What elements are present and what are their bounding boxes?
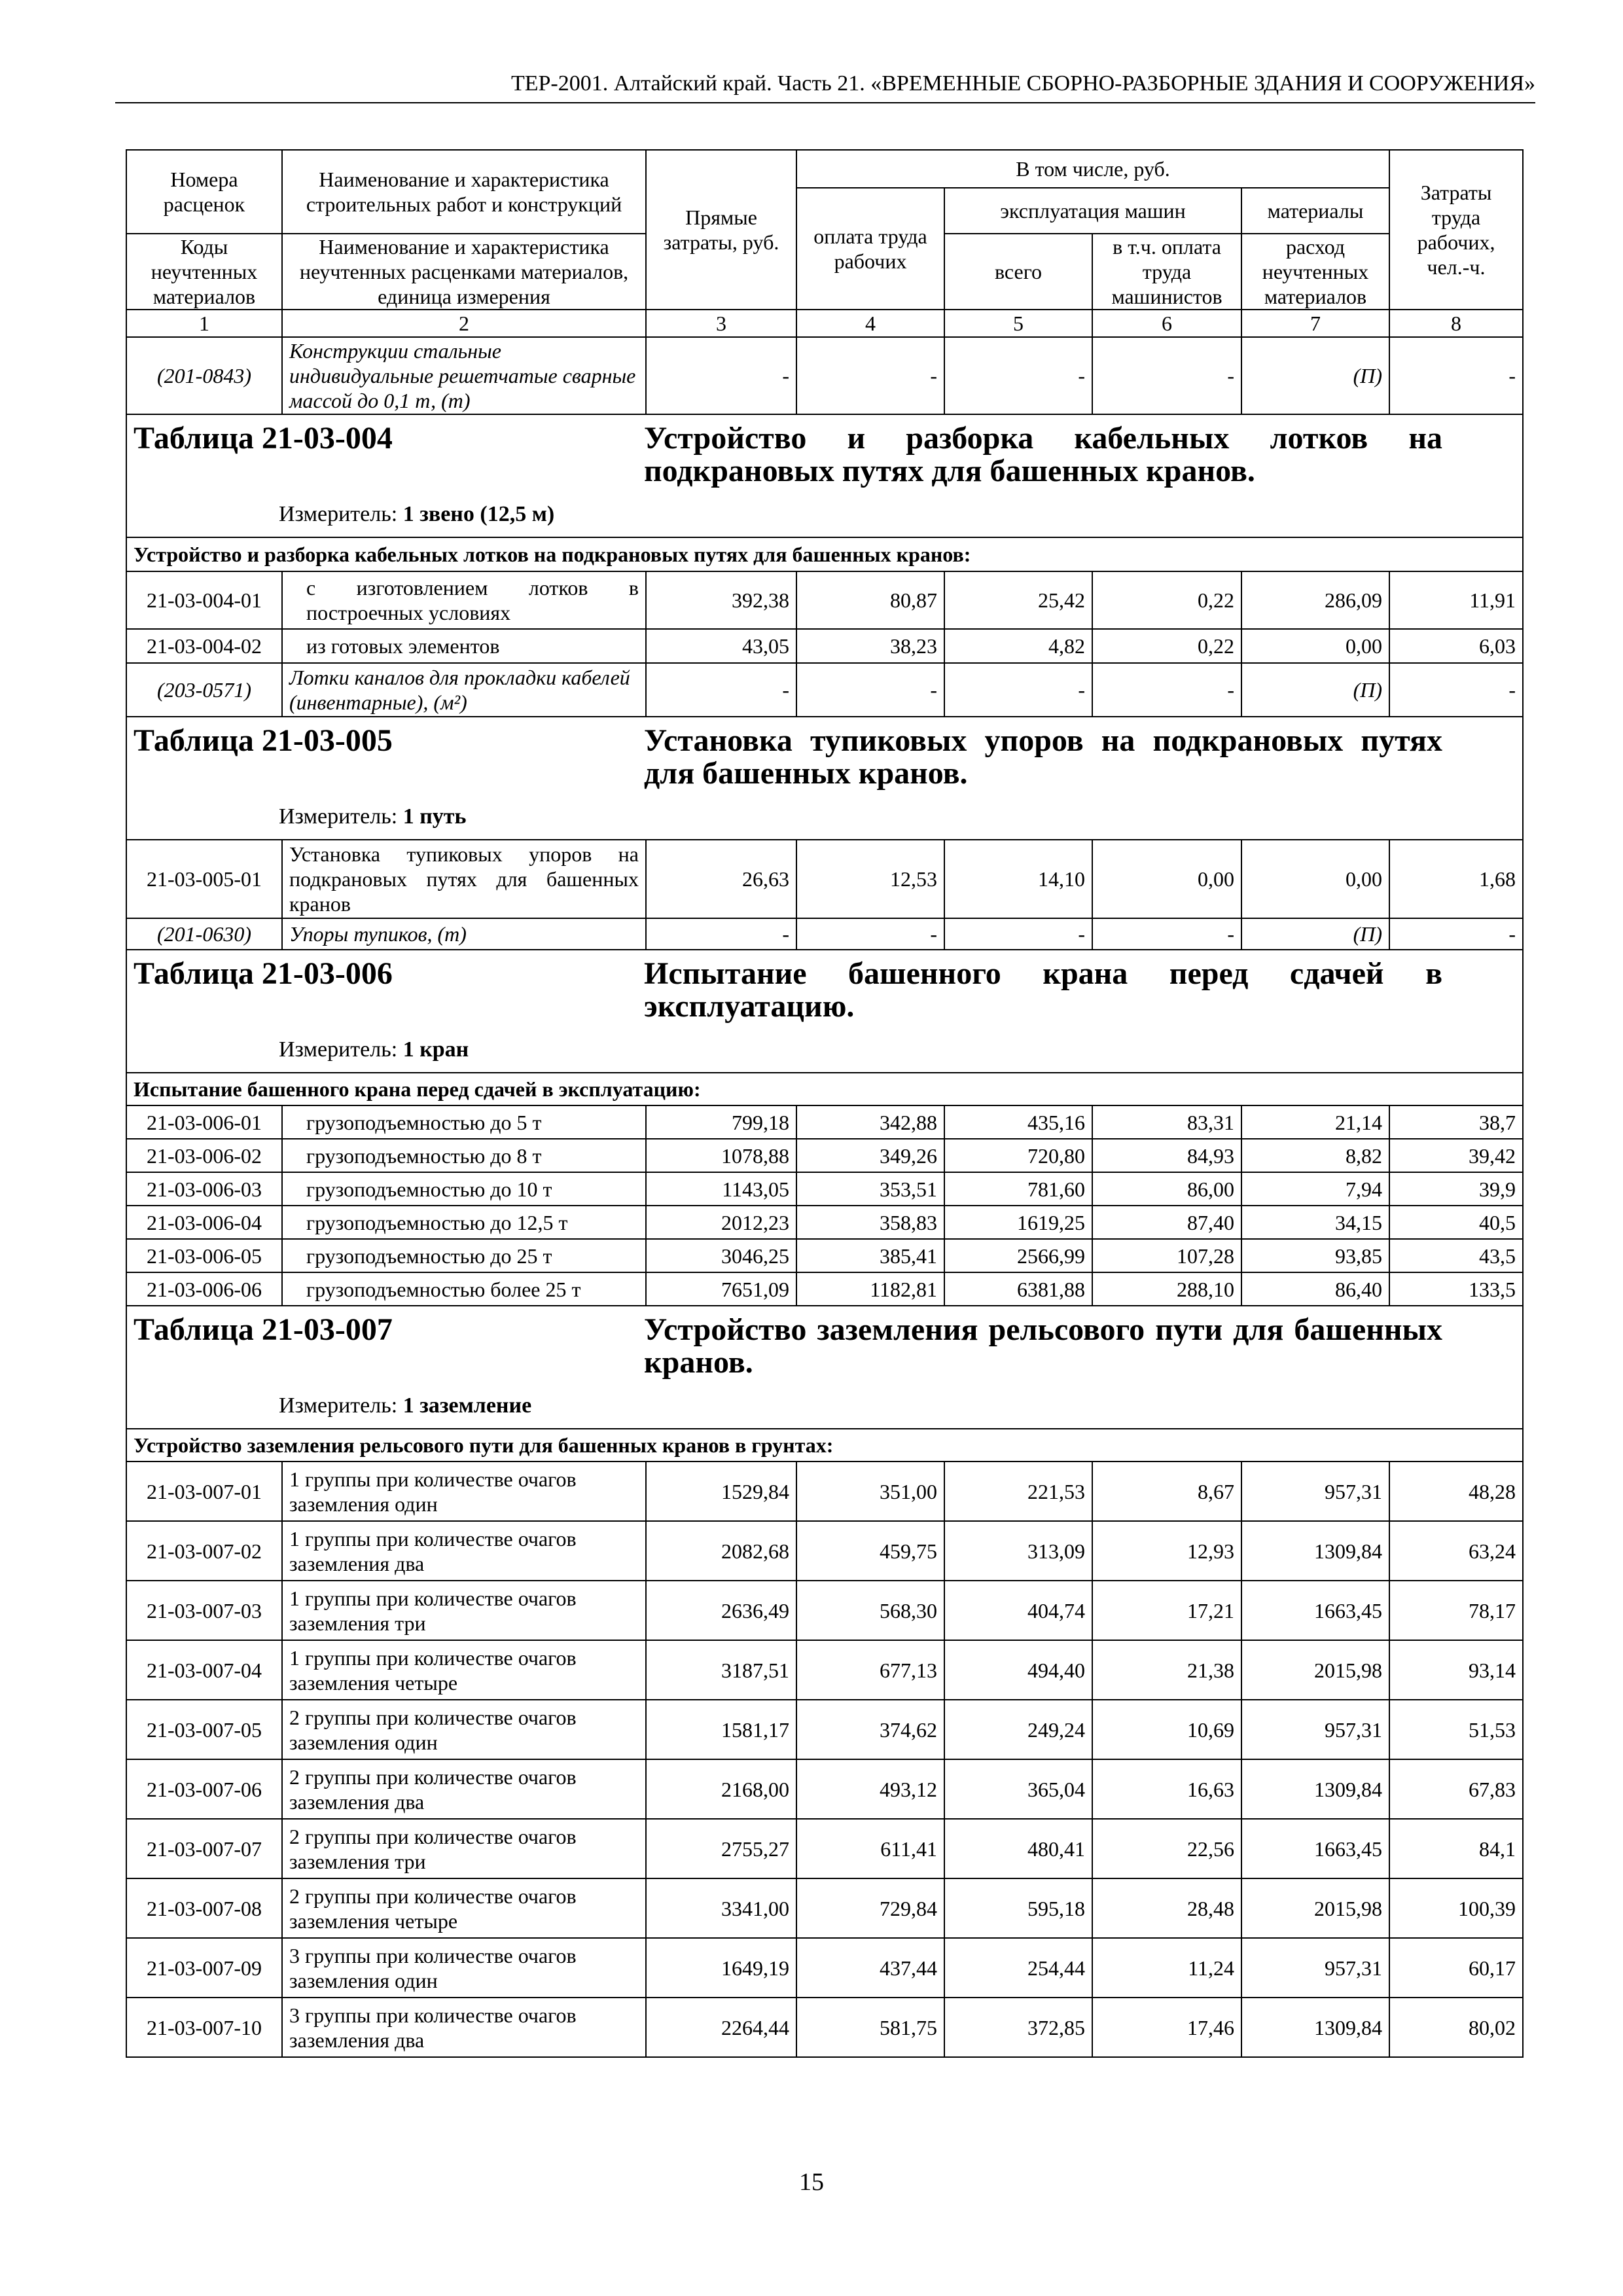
value-operators: - xyxy=(1092,663,1241,717)
table-006-title: Испытание башенного крана перед сдачей в эксплуатацию. xyxy=(644,956,1442,1024)
measure-value: 1 звено (12,5 м) xyxy=(402,502,555,526)
value-direct: 1649,19 xyxy=(646,1938,796,1998)
table-004-label: Таблица 21-03-004 xyxy=(134,421,393,456)
rate-name: 3 группы при количестве очагов заземления два xyxy=(282,1998,646,2057)
table-007-title: Устройство заземления рельсового пути для башенных кранов. xyxy=(644,1312,1442,1380)
rate-code: 21-03-007-01 xyxy=(126,1462,282,1521)
value-operators: 11,24 xyxy=(1092,1938,1241,1998)
rate-name: грузоподъемностью до 8 т xyxy=(282,1139,646,1172)
rate-code: 21-03-007-05 xyxy=(126,1700,282,1759)
value-direct: 2082,68 xyxy=(646,1521,796,1581)
value-machines: 1619,25 xyxy=(944,1206,1092,1239)
rate-name: из готовых элементов xyxy=(282,629,646,663)
rate-code: 21-03-007-04 xyxy=(126,1640,282,1700)
price-table xyxy=(126,149,1524,2058)
value-materials: 957,31 xyxy=(1241,1462,1389,1521)
table-row xyxy=(126,1819,1523,1878)
value-direct: 2012,23 xyxy=(646,1206,796,1239)
rate-code: 21-03-006-06 xyxy=(126,1272,282,1306)
rate-name: 2 группы при количестве очагов заземления два xyxy=(282,1759,646,1819)
measure-value: 1 заземление xyxy=(402,1393,532,1418)
value-materials: 8,82 xyxy=(1241,1139,1389,1172)
measure-label: Измеритель: xyxy=(279,804,398,829)
material-name: Конструкции стальные индивидуальные решетчатые сварные массой до 0,1 т, (т) xyxy=(282,337,646,414)
value-labor-hours: - xyxy=(1389,918,1523,950)
value-machines: - xyxy=(944,918,1092,950)
head-col5: всего xyxy=(944,234,1092,310)
section-row xyxy=(126,537,1523,571)
table-head-row xyxy=(126,150,1523,188)
table-006-section: Испытание башенного крана перед сдачей в эксплуатацию: xyxy=(126,1073,1523,1105)
value-direct: 1581,17 xyxy=(646,1700,796,1759)
measure-label: Измеритель: xyxy=(279,502,398,526)
value-materials: 1309,84 xyxy=(1241,1998,1389,2057)
value-labor: - xyxy=(796,663,944,717)
table-007-label: Таблица 21-03-007 xyxy=(134,1312,393,1347)
table-004-section: Устройство и разборка кабельных лотков на подкрановых путях для башенных кранов: xyxy=(126,537,1523,571)
rate-name: с изготовлением лотков в построечных условиях xyxy=(282,571,646,629)
value-operators: 83,31 xyxy=(1092,1105,1241,1139)
value-operators: - xyxy=(1092,337,1241,414)
value-machines: 720,80 xyxy=(944,1139,1092,1172)
table-005-measure xyxy=(279,803,1516,832)
value-labor: 351,00 xyxy=(796,1462,944,1521)
table-row xyxy=(126,1640,1523,1700)
head-col1-bottom: Коды неучтенных материалов xyxy=(126,234,282,310)
col-number: 5 xyxy=(944,310,1092,337)
head-col7: расход неучтенных материалов xyxy=(1241,234,1389,310)
material-code: (201-0843) xyxy=(126,337,282,414)
value-direct: - xyxy=(646,918,796,950)
value-labor-hours: 1,68 xyxy=(1389,840,1523,918)
head-col4: оплата труда рабочих xyxy=(796,188,944,310)
value-labor: 38,23 xyxy=(796,629,944,663)
value-machines: 6381,88 xyxy=(944,1272,1092,1306)
value-materials: 2015,98 xyxy=(1241,1878,1389,1938)
table-row xyxy=(126,1700,1523,1759)
rate-name: 2 группы при количестве очагов заземления три xyxy=(282,1819,646,1878)
value-materials: 286,09 xyxy=(1241,571,1389,629)
value-operators: 8,67 xyxy=(1092,1462,1241,1521)
col-number: 2 xyxy=(282,310,646,337)
col-number: 3 xyxy=(646,310,796,337)
table-row xyxy=(126,1998,1523,2057)
value-machines: 254,44 xyxy=(944,1938,1092,1998)
value-direct: 799,18 xyxy=(646,1105,796,1139)
value-labor-hours: 51,53 xyxy=(1389,1700,1523,1759)
rate-name: 1 группы при количестве очагов заземления четыре xyxy=(282,1640,646,1700)
value-labor: 729,84 xyxy=(796,1878,944,1938)
value-labor: 677,13 xyxy=(796,1640,944,1700)
header-rule xyxy=(115,102,1535,103)
rate-code: 21-03-007-02 xyxy=(126,1521,282,1581)
head-including: В том числе, руб. xyxy=(796,150,1389,188)
value-materials: 957,31 xyxy=(1241,1700,1389,1759)
table-007-title-row xyxy=(126,1306,1523,1429)
value-operators: 107,28 xyxy=(1092,1239,1241,1272)
value-materials: 7,94 xyxy=(1241,1172,1389,1206)
value-operators: 288,10 xyxy=(1092,1272,1241,1306)
table-004-title-cell xyxy=(126,414,1523,537)
col-number: 6 xyxy=(1092,310,1241,337)
value-operators: 22,56 xyxy=(1092,1819,1241,1878)
value-machines: 14,10 xyxy=(944,840,1092,918)
value-labor-hours: 133,5 xyxy=(1389,1272,1523,1306)
value-operators: 28,48 xyxy=(1092,1878,1241,1938)
page-number: 15 xyxy=(799,2168,824,2196)
rate-code: 21-03-006-02 xyxy=(126,1139,282,1172)
value-direct: 392,38 xyxy=(646,571,796,629)
value-direct: 1143,05 xyxy=(646,1172,796,1206)
section-row xyxy=(126,1429,1523,1462)
value-direct: - xyxy=(646,337,796,414)
value-machines: - xyxy=(944,663,1092,717)
value-materials: 21,14 xyxy=(1241,1105,1389,1139)
value-materials: (П) xyxy=(1241,918,1389,950)
head-col1-top: Номера расценок xyxy=(126,150,282,234)
value-direct: 2264,44 xyxy=(646,1998,796,2057)
value-labor: 493,12 xyxy=(796,1759,944,1819)
value-labor-hours: 100,39 xyxy=(1389,1878,1523,1938)
value-labor: 581,75 xyxy=(796,1998,944,2057)
rate-code: 21-03-007-09 xyxy=(126,1938,282,1998)
value-machines: 221,53 xyxy=(944,1462,1092,1521)
table-006-measure xyxy=(279,1036,1516,1065)
head-col3: Прямые затраты, руб. xyxy=(646,150,796,310)
table-004-title-row xyxy=(126,414,1523,537)
rate-name: 1 группы при количестве очагов заземления один xyxy=(282,1462,646,1521)
measure-label: Измеритель: xyxy=(279,1393,398,1418)
measure-value: 1 путь xyxy=(402,804,467,829)
value-labor: 1182,81 xyxy=(796,1272,944,1306)
table-row xyxy=(126,1938,1523,1998)
value-operators: 16,63 xyxy=(1092,1759,1241,1819)
rate-code: 21-03-007-07 xyxy=(126,1819,282,1878)
value-labor: 349,26 xyxy=(796,1139,944,1172)
measure-value: 1 кран xyxy=(402,1037,469,1062)
rate-name: 2 группы при количестве очагов заземления один xyxy=(282,1700,646,1759)
head-machines: эксплуатация машин xyxy=(944,188,1241,234)
col-number: 8 xyxy=(1389,310,1523,337)
column-numbers-row xyxy=(126,310,1523,337)
value-labor-hours: 78,17 xyxy=(1389,1581,1523,1640)
value-labor-hours: 38,7 xyxy=(1389,1105,1523,1139)
value-labor-hours: 11,91 xyxy=(1389,571,1523,629)
value-labor-hours: 67,83 xyxy=(1389,1759,1523,1819)
value-materials: 0,00 xyxy=(1241,629,1389,663)
material-code: (201-0630) xyxy=(126,918,282,950)
table-007-section: Устройство заземления рельсового пути для башенных кранов в грунтах: xyxy=(126,1429,1523,1462)
rate-code: 21-03-007-03 xyxy=(126,1581,282,1640)
value-direct: 7651,09 xyxy=(646,1272,796,1306)
table-row xyxy=(126,1206,1523,1239)
table-006-title-row xyxy=(126,950,1523,1073)
rate-name: 1 группы при количестве очагов заземления три xyxy=(282,1581,646,1640)
head-col6: в т.ч. оплата труда машинистов xyxy=(1092,234,1241,310)
table-row xyxy=(126,1521,1523,1581)
value-materials: 0,00 xyxy=(1241,840,1389,918)
value-machines: 435,16 xyxy=(944,1105,1092,1139)
head-materials: материалы xyxy=(1241,188,1389,234)
value-operators: 12,93 xyxy=(1092,1521,1241,1581)
table-row xyxy=(126,1462,1523,1521)
value-labor-hours: - xyxy=(1389,663,1523,717)
value-machines: 404,74 xyxy=(944,1581,1092,1640)
value-materials: 34,15 xyxy=(1241,1206,1389,1239)
value-labor: 611,41 xyxy=(796,1819,944,1878)
value-materials: 93,85 xyxy=(1241,1239,1389,1272)
value-operators: 17,21 xyxy=(1092,1581,1241,1640)
head-col2-top: Наименование и характеристика строительных работ и конструкций xyxy=(282,150,646,234)
value-direct: 26,63 xyxy=(646,840,796,918)
rate-name: грузоподъемностью до 5 т xyxy=(282,1105,646,1139)
table-005-title-row xyxy=(126,717,1523,840)
value-machines: 313,09 xyxy=(944,1521,1092,1581)
value-labor: 342,88 xyxy=(796,1105,944,1139)
rate-name: грузоподъемностью более 25 т xyxy=(282,1272,646,1306)
value-direct: 3187,51 xyxy=(646,1640,796,1700)
value-machines: 372,85 xyxy=(944,1998,1092,2057)
table-007-measure xyxy=(279,1392,1516,1421)
value-labor-hours: 80,02 xyxy=(1389,1998,1523,2057)
value-labor: 12,53 xyxy=(796,840,944,918)
value-materials: 86,40 xyxy=(1241,1272,1389,1306)
value-labor: 568,30 xyxy=(796,1581,944,1640)
rate-code: 21-03-007-06 xyxy=(126,1759,282,1819)
rate-code: 21-03-006-01 xyxy=(126,1105,282,1139)
value-labor-hours: 39,42 xyxy=(1389,1139,1523,1172)
value-labor-hours: 39,9 xyxy=(1389,1172,1523,1206)
head-col8: Затраты труда рабочих, чел.-ч. xyxy=(1389,150,1523,310)
value-labor: 459,75 xyxy=(796,1521,944,1581)
value-operators: 0,22 xyxy=(1092,629,1241,663)
value-operators: 87,40 xyxy=(1092,1206,1241,1239)
value-operators: - xyxy=(1092,918,1241,950)
value-operators: 10,69 xyxy=(1092,1700,1241,1759)
value-direct: 3046,25 xyxy=(646,1239,796,1272)
value-direct: 1078,88 xyxy=(646,1139,796,1172)
value-labor-hours: 93,14 xyxy=(1389,1640,1523,1700)
table-row xyxy=(126,1759,1523,1819)
table-006-title-cell xyxy=(126,950,1523,1073)
value-materials: (П) xyxy=(1241,663,1389,717)
col-number: 7 xyxy=(1241,310,1389,337)
table-row xyxy=(126,840,1523,918)
head-col2-bottom: Наименование и характеристика неучтенных расценками материалов, единица измерения xyxy=(282,234,646,310)
value-materials: 1309,84 xyxy=(1241,1759,1389,1819)
table-005-label: Таблица 21-03-005 xyxy=(134,723,393,758)
value-direct: 2755,27 xyxy=(646,1819,796,1878)
rate-name: 3 группы при количестве очагов заземления один xyxy=(282,1938,646,1998)
rate-name: 2 группы при количестве очагов заземления четыре xyxy=(282,1878,646,1938)
table-006-label: Таблица 21-03-006 xyxy=(134,956,393,991)
value-labor-hours: 48,28 xyxy=(1389,1462,1523,1521)
value-labor: 374,62 xyxy=(796,1700,944,1759)
value-labor: - xyxy=(796,337,944,414)
value-machines: 25,42 xyxy=(944,571,1092,629)
value-materials: 957,31 xyxy=(1241,1938,1389,1998)
material-code: (203-0571) xyxy=(126,663,282,717)
value-machines: 480,41 xyxy=(944,1819,1092,1878)
rate-code: 21-03-004-02 xyxy=(126,629,282,663)
value-machines: 365,04 xyxy=(944,1759,1092,1819)
value-machines: 2566,99 xyxy=(944,1239,1092,1272)
value-machines: 249,24 xyxy=(944,1700,1092,1759)
material-row xyxy=(126,337,1523,414)
value-machines: 595,18 xyxy=(944,1878,1092,1938)
table-004-measure xyxy=(279,501,1516,529)
table-007-title-cell xyxy=(126,1306,1523,1429)
table-row xyxy=(126,1172,1523,1206)
value-labor: 358,83 xyxy=(796,1206,944,1239)
value-direct: 3341,00 xyxy=(646,1878,796,1938)
value-operators: 84,93 xyxy=(1092,1139,1241,1172)
value-labor: 437,44 xyxy=(796,1938,944,1998)
table-row xyxy=(126,1139,1523,1172)
value-materials: 1309,84 xyxy=(1241,1521,1389,1581)
col-number: 4 xyxy=(796,310,944,337)
value-labor: - xyxy=(796,918,944,950)
rate-name: грузоподъемностью до 25 т xyxy=(282,1239,646,1272)
value-machines: 781,60 xyxy=(944,1172,1092,1206)
value-labor-hours: 40,5 xyxy=(1389,1206,1523,1239)
value-direct: 2168,00 xyxy=(646,1759,796,1819)
table-row xyxy=(126,629,1523,663)
table-row xyxy=(126,1239,1523,1272)
table-row xyxy=(126,1105,1523,1139)
value-labor: 80,87 xyxy=(796,571,944,629)
value-labor: 385,41 xyxy=(796,1239,944,1272)
rate-code: 21-03-007-08 xyxy=(126,1878,282,1938)
col-number: 1 xyxy=(126,310,282,337)
rate-name: грузоподъемностью до 10 т xyxy=(282,1172,646,1206)
rate-name: грузоподъемностью до 12,5 т xyxy=(282,1206,646,1239)
table-row xyxy=(126,571,1523,629)
value-machines: 4,82 xyxy=(944,629,1092,663)
rate-code: 21-03-006-03 xyxy=(126,1172,282,1206)
rate-code: 21-03-005-01 xyxy=(126,840,282,918)
rate-code: 21-03-006-04 xyxy=(126,1206,282,1239)
value-operators: 86,00 xyxy=(1092,1172,1241,1206)
measure-label: Измеритель: xyxy=(279,1037,398,1062)
value-machines: - xyxy=(944,337,1092,414)
value-labor-hours: 60,17 xyxy=(1389,1938,1523,1998)
material-row xyxy=(126,663,1523,717)
table-row xyxy=(126,1272,1523,1306)
value-materials: (П) xyxy=(1241,337,1389,414)
table-004-title: Устройство и разборка кабельных лотков на подкрановых путях для башенных кранов. xyxy=(644,421,1442,488)
value-materials: 2015,98 xyxy=(1241,1640,1389,1700)
rate-code: 21-03-006-05 xyxy=(126,1239,282,1272)
value-materials: 1663,45 xyxy=(1241,1581,1389,1640)
material-row xyxy=(126,918,1523,950)
material-name: Лотки каналов для прокладки кабелей (инвентарные), (м²) xyxy=(282,663,646,717)
value-operators: 21,38 xyxy=(1092,1640,1241,1700)
rate-code: 21-03-004-01 xyxy=(126,571,282,629)
material-name: Упоры тупиков, (т) xyxy=(282,918,646,950)
value-labor-hours: 6,03 xyxy=(1389,629,1523,663)
price-table-frame xyxy=(126,149,1522,2115)
value-machines: 494,40 xyxy=(944,1640,1092,1700)
value-labor: 353,51 xyxy=(796,1172,944,1206)
value-labor-hours: 43,5 xyxy=(1389,1239,1523,1272)
table-row xyxy=(126,1581,1523,1640)
rate-name: Установка тупиковых упоров на подкрановых путях для башенных кранов xyxy=(282,840,646,918)
table-row xyxy=(126,1878,1523,1938)
rate-name: 1 группы при количестве очагов заземления два xyxy=(282,1521,646,1581)
value-operators: 17,46 xyxy=(1092,1998,1241,2057)
table-005-title-cell xyxy=(126,717,1523,840)
value-operators: 0,22 xyxy=(1092,571,1241,629)
section-row xyxy=(126,1073,1523,1105)
value-labor-hours: 63,24 xyxy=(1389,1521,1523,1581)
table-005-title: Установка тупиковых упоров на подкрановых путях для башенных кранов. xyxy=(644,723,1442,791)
value-labor-hours: - xyxy=(1389,337,1523,414)
value-direct: 2636,49 xyxy=(646,1581,796,1640)
value-materials: 1663,45 xyxy=(1241,1819,1389,1878)
page-header: ТЕР-2001. Алтайский край. Часть 21. «ВРЕМЕННЫЕ СБОРНО-РАЗБОРНЫЕ ЗДАНИЯ И СООРУЖЕНИЯ» xyxy=(510,71,1535,96)
value-labor-hours: 84,1 xyxy=(1389,1819,1523,1878)
value-direct: - xyxy=(646,663,796,717)
value-direct: 1529,84 xyxy=(646,1462,796,1521)
value-direct: 43,05 xyxy=(646,629,796,663)
rate-code: 21-03-007-10 xyxy=(126,1998,282,2057)
value-operators: 0,00 xyxy=(1092,840,1241,918)
